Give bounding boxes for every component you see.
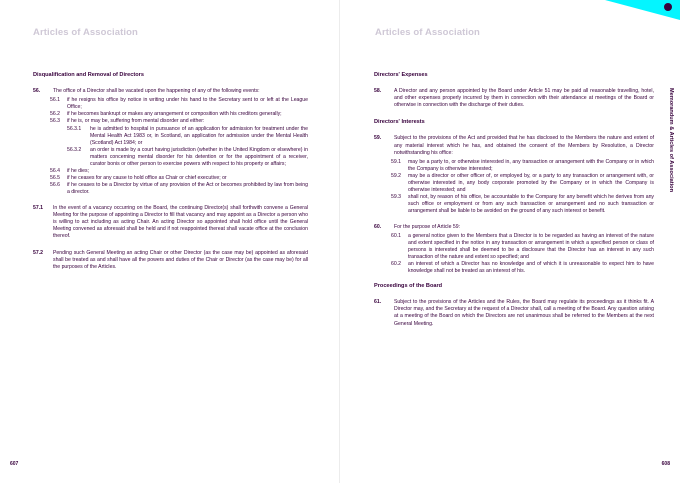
article-number: 61.: [374, 299, 382, 306]
list-item: [391, 261, 654, 275]
article-text: A Director and any person appointed by the Board under Article 51 may be paid all reasonable travelling, hotel, and other expenses properly incurred by them in connection with their attendance at meetings of the Board or otherwise in connection with the discharge of their duties.: [394, 88, 654, 109]
item-number: 56.3.1: [67, 125, 82, 132]
article-text: The office of a Director shall be vacated upon the happening of any of the following events:: [53, 88, 260, 95]
article-59-items: [391, 159, 654, 216]
list-item: [50, 111, 308, 118]
article-61: [374, 299, 654, 327]
item-number: 60.2: [391, 260, 402, 267]
corner-accent: [600, 0, 680, 20]
article-number: 60.: [374, 223, 382, 230]
article-60: [374, 224, 654, 231]
item-text: if he is, or may be, suffering from mental disorder and either:: [67, 118, 205, 125]
item-text: a general notice given to the Members that a Director is to be regarded as having an interest of the nature and extent specified in the notice in any transaction or arrangement in which a specified person or class of persons is interested shall be deemed to be a disclosure that the Director has an interest in any such transaction of the nature and extent so specified; and: [408, 232, 654, 260]
item-number: 56.1: [50, 97, 61, 104]
list-item: [50, 175, 308, 182]
vertical-title-text: Memorandum & Articles of Association: [668, 87, 674, 193]
item-text: an order is made by a court having jurisdiction (whether in the United Kingdom or elsewhere) in matters concerning mental disorder for his detention or for the appointment of a receiver, curator bonis or other person to exercise powers with respect to his property or affairs;: [90, 146, 308, 168]
list-item: [50, 118, 308, 125]
list-item: [391, 173, 654, 194]
article-text: Subject to the provisions of the Articles and the Rules, the Board may regulate its proceedings as it thinks fit. A Director may, and the Secretary at the request of a Director shall, call a meeting of the Board. Any question arising at a meeting of the Board on which the Directors are not unanimous shall be referred to the Members at the next General Meeting.: [394, 299, 654, 327]
item-text: if he ceases to be a Director by virtue of any provision of the Act or becomes prohibited by law from being a director.: [67, 182, 308, 196]
item-text: if he dies;: [67, 168, 90, 175]
list-item: [391, 233, 654, 261]
item-number: 59.3: [391, 194, 402, 201]
section-title-expenses: Directors' Expenses: [374, 72, 428, 78]
article-58: [374, 88, 654, 109]
item-text: if he ceases for any cause to hold office as Chair or chief executive; or: [67, 175, 227, 182]
vertical-side-title: [666, 70, 676, 210]
page-number-right: 608: [661, 461, 670, 467]
article-number: 57.1: [33, 204, 44, 211]
item-text: shall not, by reason of his office, be accountable to the Company for any benefit which he derives from any such office or employment or from any such transaction or arrangement and no such transaction or arrangement shall be liable to be avoided on the ground of any such interest or benefit.: [408, 194, 654, 215]
list-item: [391, 194, 654, 215]
section-title-interests: Directors' Interests: [374, 119, 425, 126]
article-text: In the event of a vacancy occurring on the Board, the continuing Director(s) shall forthwith convene a General Meeting for the purpose of appointing a Director to fill that vacancy and may appoint as a Director a person who is willing to act including as acting Chair. An acting Director so appointed shall hold office until the General Meeting convened as aforesaid shall be held and if not reappointed thereat shall vacate office at the conclusion thereof.: [53, 204, 308, 239]
article-56: [33, 88, 308, 95]
list-item: [67, 126, 308, 147]
left-page-content: [33, 72, 308, 273]
right-page-header: Articles of Association: [375, 27, 480, 38]
list-item: [50, 168, 308, 175]
section-title-proceedings: Proceedings of the Board: [374, 283, 443, 290]
list-item: [67, 147, 308, 168]
right-page-content: [374, 72, 654, 330]
item-number: 59.2: [391, 172, 402, 179]
article-56-3-items: [67, 126, 308, 169]
item-number: 56.6: [50, 182, 61, 189]
item-number: 56.3: [50, 118, 61, 125]
page-number-left: 607: [10, 461, 19, 467]
item-text: an interest of which a Director has no knowledge and of which it is unreasonable to expect him to have knowledge shall not be treated as an interest of his.: [408, 260, 654, 275]
item-text: may be a party to, or otherwise interested in, any transaction or arrangement with the Company or in which the Company is otherwise interested;: [408, 158, 654, 172]
section-title-disqualification: Disqualification and Removal of Directors: [33, 72, 144, 78]
article-text: For the purpose of Article 59:: [394, 223, 461, 230]
article-number: 59.: [374, 135, 382, 142]
list-item: [50, 97, 308, 111]
article-57-1: [33, 205, 308, 240]
article-number: 58.: [374, 88, 382, 95]
article-number: 57.2: [33, 249, 44, 256]
right-page: [340, 0, 680, 483]
article-56-items: [50, 97, 308, 196]
article-57-2: [33, 250, 308, 271]
article-59: [374, 135, 654, 156]
item-text: if he becomes bankrupt or makes any arrangement or composition with his creditors generally;: [67, 111, 282, 118]
item-text: if he resigns his office by notice in writing under his hand to the Secretary sent to or left at the League Office;: [67, 97, 308, 111]
item-number: 56.2: [50, 111, 61, 118]
article-60-items: [391, 233, 654, 276]
item-text: he is admitted to hospital in pursuance of an application for admission for treatment under the Mental Health Act 1983 or, in Scotland, an application for admission under the Mental Health (Scotland) Act 1984; or: [90, 125, 308, 146]
lion-crest-icon: [664, 3, 672, 11]
item-number: 56.4: [50, 168, 61, 175]
article-text: Pending such General Meeting an acting Chair or other Director (as the case may be) appointed as aforesaid shall be treated as and shall have all the powers and duties of the Chair or Director (as the case may be) for all the purposes of the Articles.: [53, 249, 308, 271]
item-text: may be a director or other officer of, or employed by, or a party to any transaction or arrangement with, or otherwise interested in, any body corporate promoted by the Company or in which the Company is otherwise interested; and: [408, 172, 654, 194]
item-number: 56.5: [50, 175, 61, 182]
item-number: 59.1: [391, 158, 402, 165]
article-number: 56.: [33, 88, 41, 95]
item-number: 56.3.2: [67, 146, 82, 153]
list-item: [50, 182, 308, 196]
item-number: 60.1: [391, 232, 402, 239]
article-text: Subject to the provisions of the Act and provided that he has disclosed to the Members the nature and extent of any material interest which he has, and obtained the consent of the Members by Resolution, a Director notwithstanding his office:: [394, 135, 654, 156]
left-page-header: Articles of Association: [33, 27, 138, 38]
list-item: [391, 159, 654, 173]
